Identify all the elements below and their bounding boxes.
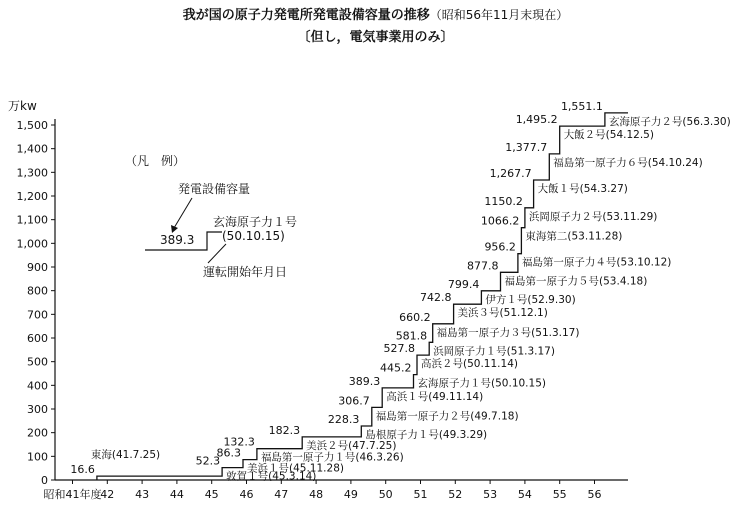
data-label: 1,377.7 bbox=[505, 140, 548, 154]
x-tick-label: 45 bbox=[204, 488, 219, 501]
legend bbox=[125, 153, 297, 279]
data-label: 956.2 bbox=[484, 240, 516, 254]
plant-label: 東海第二(53.11.28) bbox=[525, 230, 623, 243]
plant-label: 浜岡原子力２号(53.11.29) bbox=[528, 210, 658, 223]
x-tick-label: 50 bbox=[378, 488, 393, 501]
y-tick-label: 1,200 bbox=[16, 190, 48, 203]
x-tick-label: 46 bbox=[239, 488, 254, 501]
data-label: 86.3 bbox=[216, 446, 242, 460]
data-label: 527.8 bbox=[383, 342, 416, 356]
plant-label: 高浜２号(50.11.14) bbox=[421, 358, 518, 371]
plant-label: 美浜２号(47.7.25) bbox=[306, 439, 397, 452]
plant-label: 玄海原子力２号(56.3.30) bbox=[608, 115, 731, 128]
legend-value: 389.3 bbox=[160, 233, 195, 247]
plant-label: 福島第一原子力５号(53.4.18) bbox=[504, 275, 648, 288]
plant-label: 福島第一原子力６号(54.10.24) bbox=[553, 156, 703, 169]
data-label: 445.2 bbox=[380, 361, 412, 375]
plant-label: 伊方１号(52.9.30) bbox=[485, 293, 576, 306]
x-tick-label: 42 bbox=[100, 488, 115, 501]
x-tick-label: 47 bbox=[274, 488, 289, 501]
plant-label: 福島第一原子力１号(46.3.26) bbox=[260, 451, 404, 464]
chart-subtitle: 〔但し，電気事業用のみ〕 bbox=[297, 30, 454, 45]
plant-label: 美浜１号(45.11.28) bbox=[247, 462, 344, 475]
plant-label: 敦賀１号(45.3.14) bbox=[226, 470, 317, 483]
legend-capacity-label: 発電設備容量 bbox=[178, 182, 251, 196]
plant-label: 高浜１号(49.11.14) bbox=[386, 390, 484, 403]
legend-date: (50.10.15) bbox=[222, 229, 285, 243]
data-label: 742.8 bbox=[420, 291, 452, 305]
y-tick-label: 1,300 bbox=[16, 166, 48, 180]
plant-label: 島根原子力１号(49.3.29) bbox=[365, 428, 488, 441]
legend-pointer bbox=[208, 244, 226, 263]
data-label: 52.3 bbox=[195, 454, 221, 468]
plant-label: 浜岡原子力１号(51.3.17) bbox=[433, 345, 555, 358]
data-label: 877.8 bbox=[467, 259, 499, 273]
y-ticks bbox=[17, 119, 56, 487]
legend-plant: 玄海原子力１号 bbox=[213, 215, 298, 229]
y-tick-label: 900 bbox=[27, 261, 48, 274]
data-label: 1,267.7 bbox=[489, 166, 532, 180]
plant-label: 東海(41.7.25) bbox=[90, 449, 161, 462]
x-tick-label: 54 bbox=[517, 488, 532, 501]
plant-label: 玄海原子力１号(50.10.15) bbox=[417, 377, 546, 390]
x-tick-label: 56 bbox=[587, 488, 602, 501]
y-tick-label: 100 bbox=[27, 450, 48, 464]
y-tick-label: 1,500 bbox=[16, 119, 48, 132]
data-label: 1,551.1 bbox=[560, 99, 603, 113]
plant-label: 大飯１号(54.3.27) bbox=[537, 182, 628, 195]
chart-title-text: 我が国の原子力発電所発電設備容量の推移 bbox=[182, 8, 430, 23]
y-tick-label: 600 bbox=[27, 332, 48, 345]
data-label: 228.3 bbox=[327, 412, 360, 426]
axes bbox=[8, 99, 628, 480]
y-tick-label: 1,000 bbox=[16, 237, 48, 251]
x-tick-label: 51 bbox=[413, 488, 428, 501]
data-label: 660.2 bbox=[399, 310, 431, 324]
plant-label: 福島第一原子力４号(53.10.12) bbox=[521, 256, 672, 269]
x-tick-label: 53 bbox=[483, 488, 498, 501]
data-label: 182.3 bbox=[268, 423, 301, 437]
plant-label: 美浜３号(51.12.1) bbox=[457, 307, 548, 320]
data-label: 1150.2 bbox=[484, 194, 523, 208]
data-label: 1,495.2 bbox=[515, 113, 558, 127]
legend-title: （凡 例） bbox=[125, 154, 186, 168]
data-label: 581.8 bbox=[395, 329, 428, 343]
y-tick-label: 200 bbox=[27, 426, 48, 440]
x-tick-label: 48 bbox=[309, 488, 324, 501]
x-tick-label: 43 bbox=[135, 488, 150, 501]
data-label: 389.3 bbox=[348, 374, 381, 388]
plant-label: 大飯２号(54.12.5) bbox=[563, 129, 654, 142]
plant-label: 福島第一原子力３号(51.3.17) bbox=[436, 326, 580, 339]
legend-arrow bbox=[174, 198, 192, 228]
y-tick-label: 400 bbox=[27, 379, 48, 393]
y-tick-label: 1,400 bbox=[16, 142, 48, 156]
x-tick-label: 52 bbox=[448, 488, 463, 501]
y-tick-label: 700 bbox=[27, 308, 48, 322]
data-label: 799.4 bbox=[447, 277, 480, 291]
legend-start-label: 運転開始年月日 bbox=[203, 265, 288, 279]
x-tick-label: 55 bbox=[552, 488, 567, 501]
x-tick-label: 昭和41年度 bbox=[43, 488, 102, 501]
y-tick-label: 0 bbox=[41, 474, 48, 487]
x-tick-label: 44 bbox=[169, 488, 184, 501]
data-label: 306.7 bbox=[338, 394, 370, 408]
y-tick-label: 300 bbox=[27, 403, 48, 416]
data-label: 16.6 bbox=[70, 463, 95, 477]
y-axis-unit: 万kw bbox=[8, 99, 37, 113]
x-tick-label: 49 bbox=[343, 488, 358, 501]
x-ticks bbox=[44, 480, 602, 501]
y-tick-label: 800 bbox=[27, 284, 48, 298]
data-label: 1066.2 bbox=[480, 214, 520, 228]
y-tick-label: 500 bbox=[27, 355, 48, 369]
plant-label: 福島第一原子力２号(49.7.18) bbox=[375, 410, 519, 423]
y-tick-label: 1,100 bbox=[16, 213, 48, 227]
chart-title-note: （昭和56年11月末現在） bbox=[429, 8, 569, 22]
data-label: 132.3 bbox=[223, 435, 255, 449]
